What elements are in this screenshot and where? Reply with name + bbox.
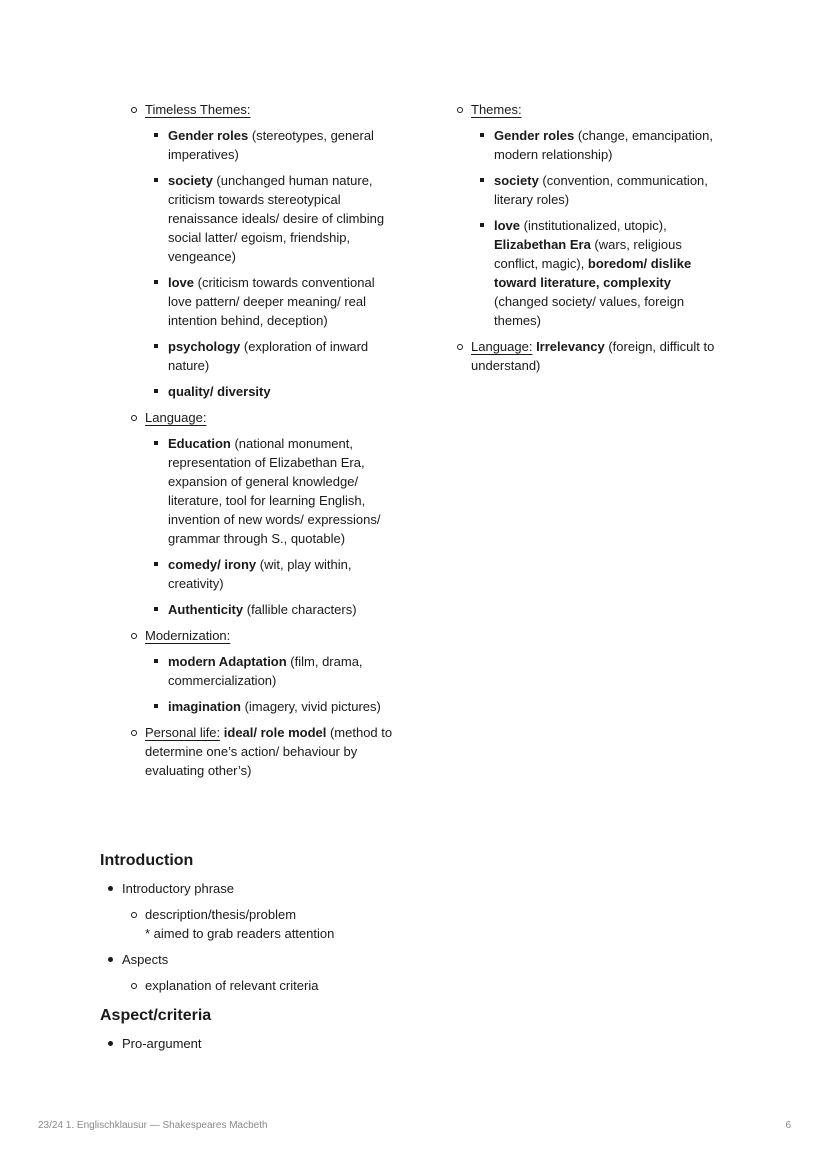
term: society bbox=[168, 173, 213, 188]
term: society bbox=[494, 173, 539, 188]
timeless-themes-item bbox=[131, 100, 401, 119]
modernization-label: Modernization: bbox=[145, 628, 231, 643]
list-item bbox=[154, 555, 401, 593]
term-detail: (wit, play within, creativity) bbox=[168, 557, 352, 591]
term: Elizabethan Era bbox=[494, 237, 591, 252]
term-detail: (foreign, difficult to understand) bbox=[471, 339, 715, 373]
introduction-heading: Introduction bbox=[100, 852, 194, 869]
personal-life-label: Personal life: bbox=[145, 725, 221, 740]
lower-section bbox=[100, 850, 700, 1060]
list-item bbox=[100, 1034, 700, 1053]
term: Authenticity bbox=[168, 602, 244, 617]
page-number: 6 bbox=[785, 1120, 791, 1131]
term-detail: (changed society/ values, foreign themes) bbox=[494, 294, 685, 328]
term-detail: (fallible characters) bbox=[243, 602, 357, 617]
term-detail: (change, emancipation, modern relationship) bbox=[494, 128, 713, 162]
list-item bbox=[154, 600, 401, 619]
term-detail: (convention, communication, literary roles) bbox=[494, 173, 708, 207]
list-item bbox=[480, 216, 727, 330]
item-text: Pro-argument bbox=[122, 1036, 202, 1051]
term-detail: (stereotypes, general imperatives) bbox=[168, 128, 374, 162]
language-label: Language: bbox=[145, 410, 207, 425]
language-label: Language: bbox=[471, 339, 533, 354]
left-column bbox=[131, 100, 401, 787]
term: imagination bbox=[168, 699, 241, 714]
list-item bbox=[154, 171, 401, 266]
language-item bbox=[131, 408, 401, 427]
term-detail: (wars, religious conflict, magic), bbox=[494, 237, 682, 271]
term-detail: (imagery, vivid pictures) bbox=[240, 699, 381, 714]
term: love bbox=[494, 218, 521, 233]
term-detail: (unchanged human nature, criticism towards stereotypical renaissance ideals/ desire of climbing social latter/ egoism, friendship, vengeance) bbox=[168, 173, 385, 264]
term: Gender roles bbox=[494, 128, 575, 143]
term: Irrelevancy bbox=[532, 339, 605, 354]
list-item bbox=[100, 879, 700, 898]
term: Gender roles bbox=[168, 128, 249, 143]
term: Education bbox=[168, 436, 231, 451]
list-item bbox=[154, 337, 401, 375]
list-item bbox=[154, 434, 401, 548]
modernization-item bbox=[131, 626, 401, 645]
term-detail: (film, drama, commercialization) bbox=[168, 654, 363, 688]
item-text: description/thesis/problem bbox=[145, 907, 297, 922]
term: boredom/ dislike toward literature, complexity bbox=[494, 256, 692, 290]
list-item bbox=[154, 126, 401, 164]
list-item bbox=[100, 950, 700, 969]
list-item bbox=[154, 652, 401, 690]
term: ideal/ role model bbox=[220, 725, 327, 740]
term-detail: (criticism towards conventional love pattern/ deeper meaning/ real intention behind, deception) bbox=[168, 275, 375, 328]
item-text: Aspects bbox=[122, 952, 169, 967]
term-detail: (institutionalized, utopic), bbox=[520, 218, 667, 233]
themes-item bbox=[457, 100, 727, 119]
term-detail: (exploration of inward nature) bbox=[168, 339, 369, 373]
list-item bbox=[154, 382, 401, 401]
list-item bbox=[480, 171, 727, 209]
footer-title: 23/24 1. Englischklausur — Shakespeares Macbeth bbox=[38, 1120, 268, 1131]
item-text: explanation of relevant criteria bbox=[145, 978, 319, 993]
right-column bbox=[457, 100, 727, 382]
list-item bbox=[154, 273, 401, 330]
term: modern Adaptation bbox=[168, 654, 287, 669]
timeless-themes-label: Timeless Themes: bbox=[145, 102, 251, 117]
item-note: * aimed to grab readers attention bbox=[145, 926, 335, 941]
list-item bbox=[154, 697, 401, 716]
personal-life-item bbox=[131, 723, 401, 780]
term-detail: (method to determine one’s action/ behaviour by evaluating other’s) bbox=[145, 725, 393, 778]
aspect-heading: Aspect/criteria bbox=[100, 1007, 212, 1024]
term: love bbox=[168, 275, 195, 290]
list-item bbox=[131, 976, 700, 995]
item-text: Introductory phrase bbox=[122, 881, 235, 896]
term-detail: (national monument, representation of Elizabethan Era, expansion of general knowledge/ literature, tool for learning English, invention of new words/ expressions/ grammar through S., quotable) bbox=[168, 436, 381, 546]
term: comedy/ irony bbox=[168, 557, 257, 572]
list-item bbox=[131, 905, 700, 943]
list-item bbox=[480, 126, 727, 164]
term: psychology bbox=[168, 339, 241, 354]
themes-label: Themes: bbox=[471, 102, 522, 117]
language-item bbox=[457, 337, 727, 375]
term: quality/ diversity bbox=[168, 384, 271, 399]
